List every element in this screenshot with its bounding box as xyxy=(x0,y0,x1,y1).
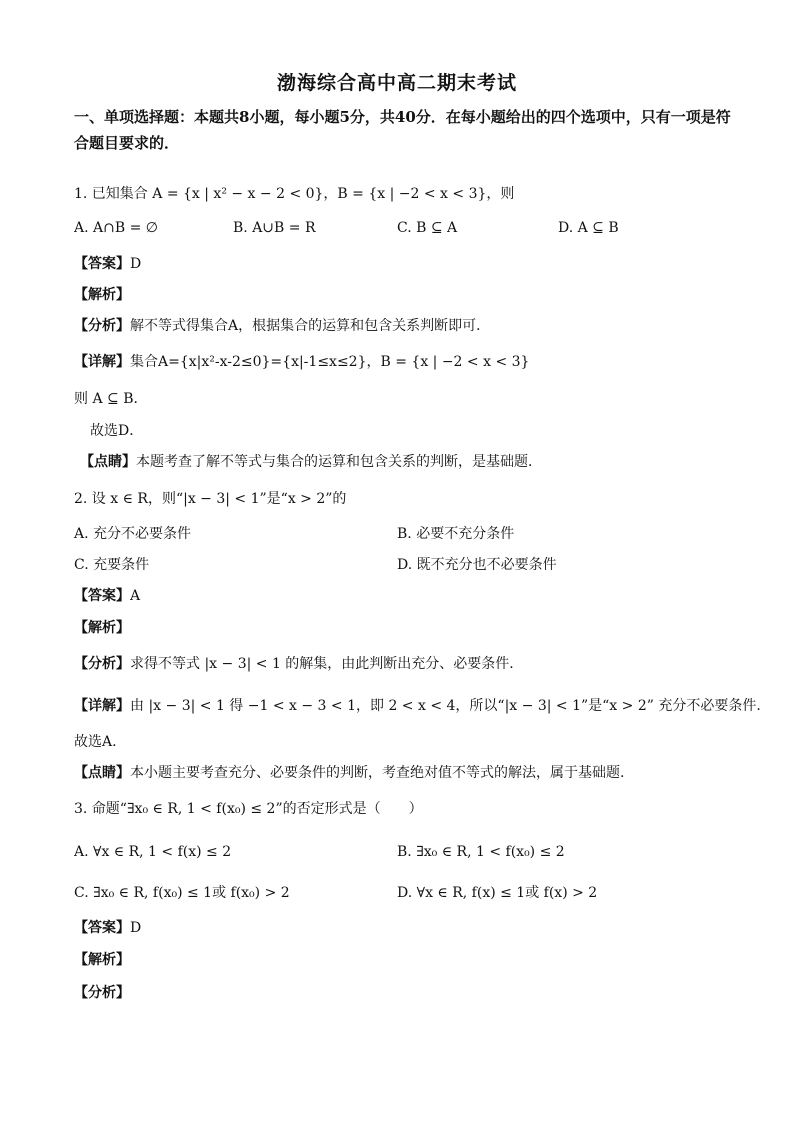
q2-choose: 故选A. xyxy=(74,734,117,750)
q2-analysis-label: 【解析】 xyxy=(74,620,130,636)
question-1-stem: 1. 已知集合 A = {x | x² − x − 2 < 0}，B = {x | −2 < x < 3}，则 xyxy=(74,186,515,202)
section-heading: 一、单项选择题：本题共8小题，每小题5分，共40分．在每小题给出的四个选项中，只有一项是符合题目要求的． xyxy=(74,108,731,152)
q3-analysis-label: 【解析】 xyxy=(74,952,130,968)
q2-option-b: B. 必要不充分条件 xyxy=(397,526,515,542)
q2-xiangjie: 【详解】由 |x − 3| < 1 得 −1 < x − 3 < 1，即 2 < x < 4，所以“|x − 3| < 1”是“x > 2” 充分不必要条件. xyxy=(74,698,761,714)
q1-option-a: A. A∩B = ∅ xyxy=(74,220,158,236)
question-3-stem: 3. 命题“∃x₀ ∈ R, 1 < f(x₀) ≤ 2”的否定形式是（ ） xyxy=(74,801,423,817)
q2-answer: 【答案】A xyxy=(74,588,141,604)
q1-xiangjie: 【详解】集合A={x|x²-x-2≤0}={x|-1≤x≤2}，B = {x | −2 < x < 3} xyxy=(74,354,530,370)
q1-option-c: C. B ⊆ A xyxy=(397,220,458,236)
q3-answer: 【答案】D xyxy=(74,920,142,936)
q1-option-b: B. A∪B = R xyxy=(233,220,316,236)
q1-fenxi: 【分析】解不等式得集合A，根据集合的运算和包含关系判断即可． xyxy=(74,318,491,334)
q2-dianjing: 【点睛】本小题主要考查充分、必要条件的判断，考查绝对值不等式的解法，属于基础题. xyxy=(74,765,625,781)
answer-label: 【答案】 xyxy=(74,256,130,272)
q2-option-c: C. 充要条件 xyxy=(74,557,150,573)
q3-fenxi-label: 【分析】 xyxy=(74,985,130,1001)
question-2-stem: 2. 设 x ∈ R，则“|x − 3| < 1”是“x > 2”的 xyxy=(74,491,347,507)
q3-option-d: D. ∀x ∈ R, f(x) ≤ 1或 f(x) > 2 xyxy=(397,885,598,901)
q1-analysis-label: 【解析】 xyxy=(74,287,130,303)
answer-value: D xyxy=(130,256,142,272)
page-title: 渤海综合高中高二期末考试 xyxy=(276,72,517,94)
q3-option-b: B. ∃x₀ ∈ R, 1 < f(x₀) ≤ 2 xyxy=(397,844,565,860)
q3-option-c: C. ∃x₀ ∈ R, f(x₀) ≤ 1或 f(x₀) > 2 xyxy=(74,885,290,901)
q1-dianjing: 【点睛】本题考查了解不等式与集合的运算和包含关系的判断，是基础题． xyxy=(80,454,542,470)
q3-option-a: A. ∀x ∈ R, 1 < f(x) ≤ 2 xyxy=(74,844,232,860)
q2-option-a: A. 充分不必要条件 xyxy=(74,526,192,542)
q1-option-d: D. A ⊆ B xyxy=(558,220,619,236)
q2-option-d: D. 既不充分也不必要条件 xyxy=(397,557,557,573)
q1-choose: 故选D． xyxy=(90,423,144,439)
q2-fenxi: 【分析】求得不等式 |x − 3| < 1 的解集，由此判断出充分、必要条件. xyxy=(74,656,514,672)
q1-answer xyxy=(74,254,732,274)
q1-then: 则 A ⊆ B． xyxy=(74,391,148,407)
